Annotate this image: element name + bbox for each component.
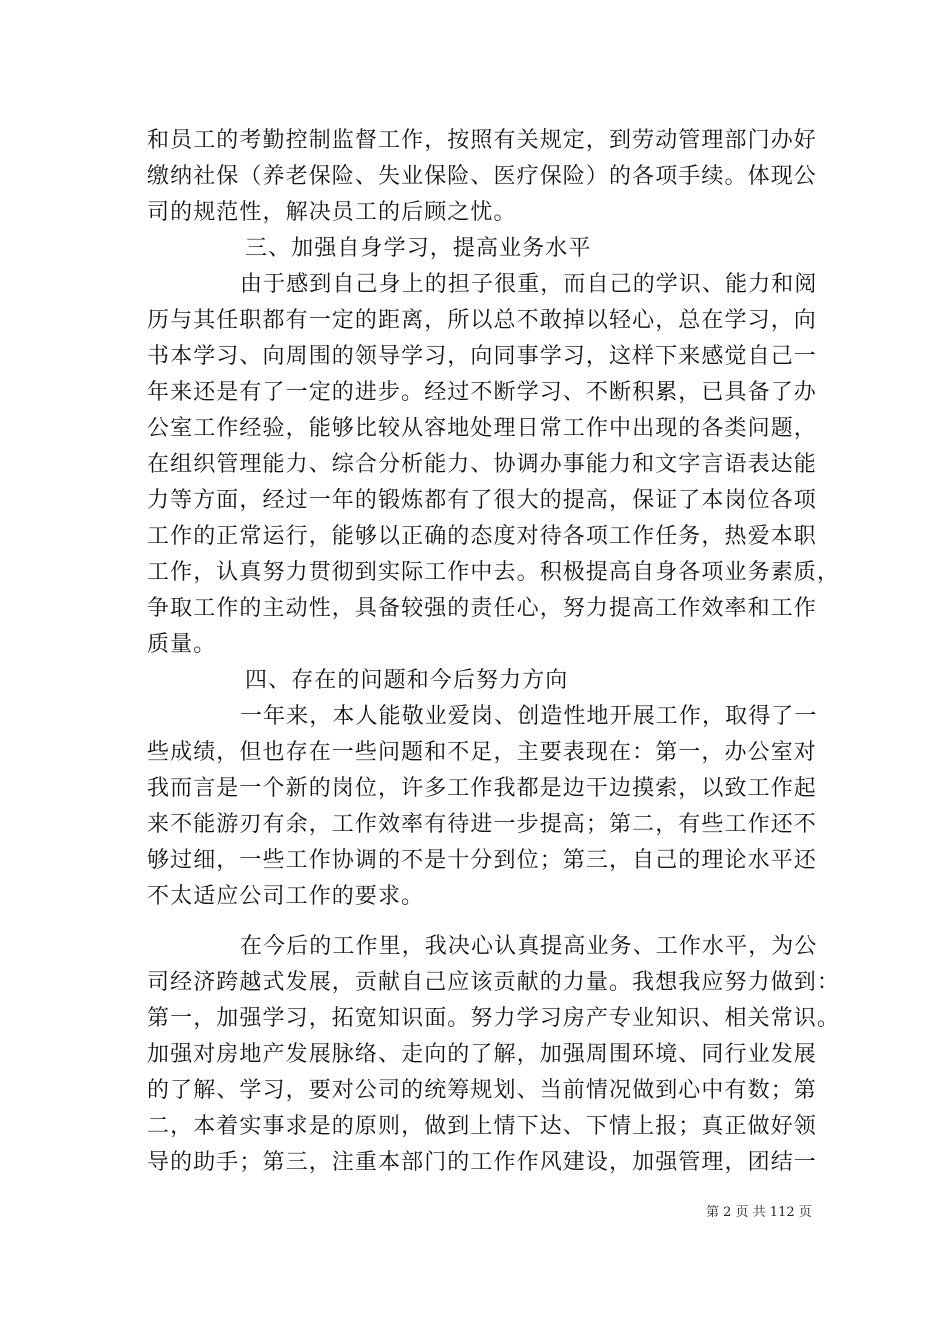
body-text-line: 由于感到自己身上的担子很重，而自己的学识、能力和阅 <box>240 272 818 297</box>
body-text-line: 司经济跨越式发展，贡献自己应该贡献的力量。我想我应努力做到： <box>147 970 841 995</box>
body-text-line: 书本学习、向周围的领导学习，向同事学习，这样下来感觉自己一 <box>147 344 817 369</box>
body-text-line: 历与其任职都有一定的距离，所以总不敢掉以轻心，总在学习，向 <box>147 308 817 333</box>
page-number-footer: 第 2 页 共 112 页 <box>706 1205 812 1220</box>
body-text-line: 在组织管理能力、综合分析能力、协调办事能力和文字言语表达能 <box>147 452 817 477</box>
body-text-line: 公室工作经验，能够比较从容地处理日常工作中出现的各类问题， <box>147 416 817 441</box>
body-text-line: 工作的正常运行，能够以正确的态度对待各项工作任务，热爱本职 <box>147 524 817 549</box>
body-text-line: 加强对房地产发展脉络、走向的了解，加强周围环境、同行业发展 <box>147 1042 817 1067</box>
body-text-line: 来不能游刃有余，工作效率有待进一步提高；第二，有些工作还不 <box>147 812 817 837</box>
body-text-line: 些成绩，但也存在一些问题和不足，主要表现在：第一，办公室对 <box>147 740 817 765</box>
body-text-line: 缴纳社保（养老保险、失业保险、医疗保险）的各项手续。体现公 <box>147 164 817 189</box>
body-text-line: 的了解、学习，要对公司的统筹规划、当前情况做到心中有数；第 <box>147 1078 817 1103</box>
section-heading: 四、存在的问题和今后努力方向 <box>245 668 569 693</box>
body-text-line: 二，本着实事求是的原则，做到上情下达、下情上报；真正做好领 <box>147 1114 817 1139</box>
body-text-line: 不太适应公司工作的要求。 <box>147 884 425 909</box>
body-text-line: 年来还是有了一定的进步。经过不断学习、不断积累，已具备了办 <box>147 380 817 405</box>
body-text-line: 一年来，本人能敬业爱岗、创造性地开展工作，取得了一 <box>240 704 818 729</box>
section-heading: 三、加强自身学习，提高业务水平 <box>245 236 592 261</box>
body-text-line: 司的规范性，解决员工的后顾之忧。 <box>147 200 517 225</box>
body-text-line: 导的助手；第三，注重本部门的工作作风建设，加强管理，团结一 <box>147 1150 817 1175</box>
body-text-line: 争取工作的主动性，具备较强的责任心，努力提高工作效率和工作 <box>147 596 817 621</box>
body-text-line: 我而言是一个新的岗位，许多工作我都是边干边摸索，以致工作起 <box>147 776 817 801</box>
body-text-line: 力等方面，经过一年的锻炼都有了很大的提高，保证了本岗位各项 <box>147 488 817 513</box>
body-text-line: 第一，加强学习，拓宽知识面。努力学习房产专业知识、相关常识。 <box>147 1006 841 1031</box>
body-text-line: 和员工的考勤控制监督工作，按照有关规定，到劳动管理部门办好 <box>147 128 817 153</box>
body-text-line: 工作，认真努力贯彻到实际工作中去。积极提高自身各项业务素质， <box>147 560 841 585</box>
body-text-line: 够过细，一些工作协调的不是十分到位；第三，自己的理论水平还 <box>147 848 817 873</box>
body-text-line: 质量。 <box>147 632 217 657</box>
body-text-line: 在今后的工作里，我决心认真提高业务、工作水平，为公 <box>240 934 818 959</box>
